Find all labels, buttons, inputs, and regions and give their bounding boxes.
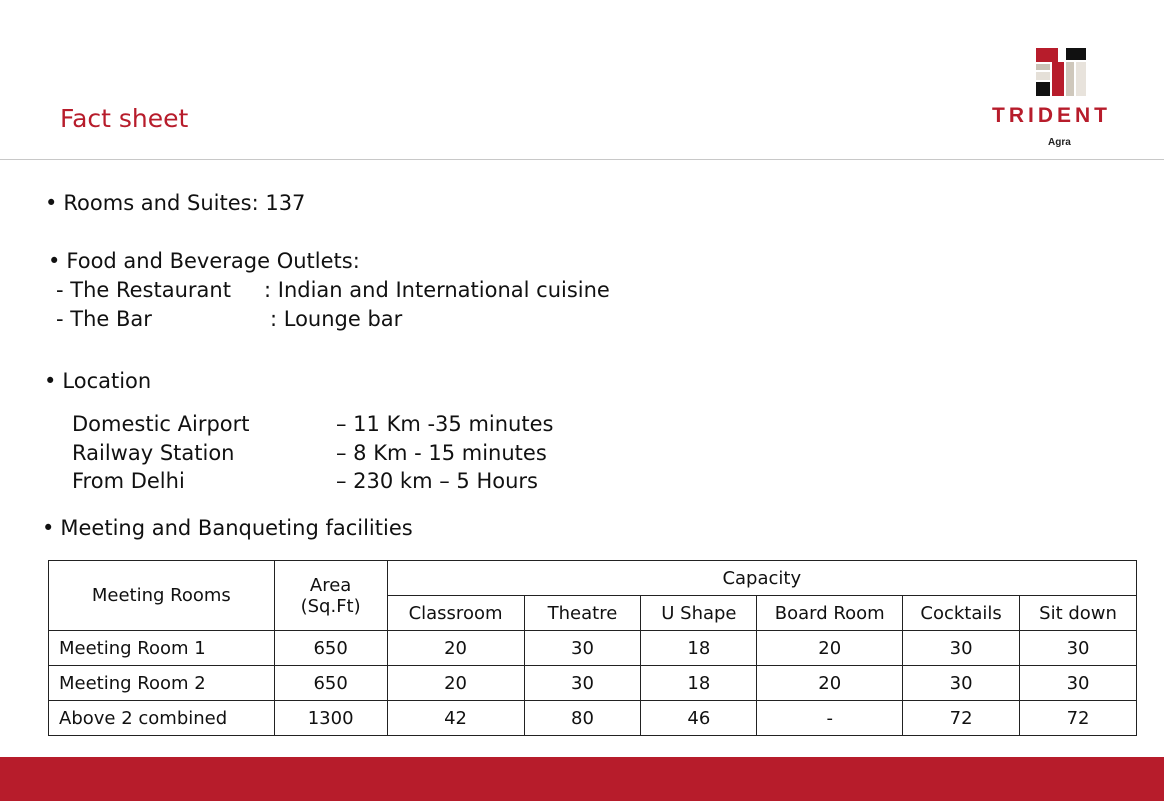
fnb-item-restaurant xyxy=(56,280,231,301)
location-place: Domestic Airport xyxy=(72,412,250,436)
location-distance: – 11 Km -35 minutes xyxy=(336,412,554,436)
logo-city: Agra xyxy=(1048,137,1071,148)
fnb-item-bar-desc xyxy=(270,309,402,330)
capacity-cell: 30 xyxy=(1020,631,1137,666)
rooms-value: 137 xyxy=(265,191,306,215)
table-row xyxy=(49,631,1137,666)
capacity-cell: 72 xyxy=(1020,701,1137,736)
capacity-cell: 20 xyxy=(387,666,524,701)
capacity-cell: 72 xyxy=(903,701,1020,736)
location-place: From Delhi xyxy=(72,469,185,493)
column-header-classroom: Classroom xyxy=(387,596,524,631)
column-header-meeting-rooms: Meeting Rooms xyxy=(49,561,275,631)
capacity-cell: 30 xyxy=(524,631,641,666)
area-header-line2: (Sq.Ft) xyxy=(300,595,361,617)
fnb-heading: Food and Beverage Outlets xyxy=(66,249,353,273)
bullet: • xyxy=(42,516,55,540)
rooms-line xyxy=(45,193,305,214)
fnb-item-restaurant-desc xyxy=(264,280,610,301)
logo-wordmark: TRIDENT xyxy=(992,104,1111,127)
column-header-cocktails: Cocktails xyxy=(903,596,1020,631)
room-area: 650 xyxy=(274,631,387,666)
capacity-cell: 46 xyxy=(641,701,757,736)
bullet: • xyxy=(48,249,61,273)
fnb-heading-line xyxy=(48,251,360,272)
room-area: 650 xyxy=(274,666,387,701)
location-heading: Location xyxy=(62,369,152,393)
page-title: Fact sheet xyxy=(60,104,189,133)
column-header-theatre: Theatre xyxy=(524,596,641,631)
room-name: Meeting Room 2 xyxy=(49,666,275,701)
fnb-item-desc: : Indian and International cuisine xyxy=(264,278,610,302)
capacity-cell: 80 xyxy=(524,701,641,736)
column-header-capacity: Capacity xyxy=(387,561,1136,596)
colon: : xyxy=(352,249,360,273)
meeting-heading-line xyxy=(42,518,413,539)
trident-logo-icon xyxy=(1036,48,1086,96)
table-header-row xyxy=(49,561,1137,596)
capacity-cell: 30 xyxy=(903,666,1020,701)
area-header-line1: Area xyxy=(309,574,352,596)
fnb-item-desc: : Lounge bar xyxy=(270,307,403,331)
capacity-cell: 30 xyxy=(524,666,641,701)
capacity-cell: 20 xyxy=(757,666,903,701)
column-header-area xyxy=(274,561,387,631)
location-distance: – 8 Km - 15 minutes xyxy=(336,441,547,465)
table-row xyxy=(49,701,1137,736)
fnb-item-bar xyxy=(56,309,152,330)
capacity-cell: - xyxy=(757,701,903,736)
capacity-cell: 30 xyxy=(1020,666,1137,701)
column-header-sit-down: Sit down xyxy=(1020,596,1137,631)
capacity-cell: 18 xyxy=(641,666,757,701)
capacity-cell: 20 xyxy=(387,631,524,666)
meeting-heading: Meeting and Banqueting facilities xyxy=(60,516,413,540)
fnb-item-name: - The Bar xyxy=(56,307,152,331)
header-divider xyxy=(0,159,1164,160)
bullet: • xyxy=(44,369,57,393)
fnb-item-name: - The Restaurant xyxy=(56,278,231,302)
location-distance: – 230 km – 5 Hours xyxy=(336,469,538,493)
room-area: 1300 xyxy=(274,701,387,736)
capacity-cell: 20 xyxy=(757,631,903,666)
room-name: Meeting Room 1 xyxy=(49,631,275,666)
colon: : xyxy=(251,191,266,215)
capacity-cell: 18 xyxy=(641,631,757,666)
capacity-cell: 42 xyxy=(387,701,524,736)
rooms-label: Rooms and Suites xyxy=(63,191,252,215)
meeting-facilities-table xyxy=(48,560,1137,736)
location-place: Railway Station xyxy=(72,441,235,465)
footer-bar xyxy=(0,757,1164,801)
room-name: Above 2 combined xyxy=(49,701,275,736)
location-heading-line xyxy=(44,371,151,392)
capacity-cell: 30 xyxy=(903,631,1020,666)
column-header-u-shape: U Shape xyxy=(641,596,757,631)
table-row xyxy=(49,666,1137,701)
column-header-board-room: Board Room xyxy=(757,596,903,631)
bullet: • xyxy=(45,191,58,215)
